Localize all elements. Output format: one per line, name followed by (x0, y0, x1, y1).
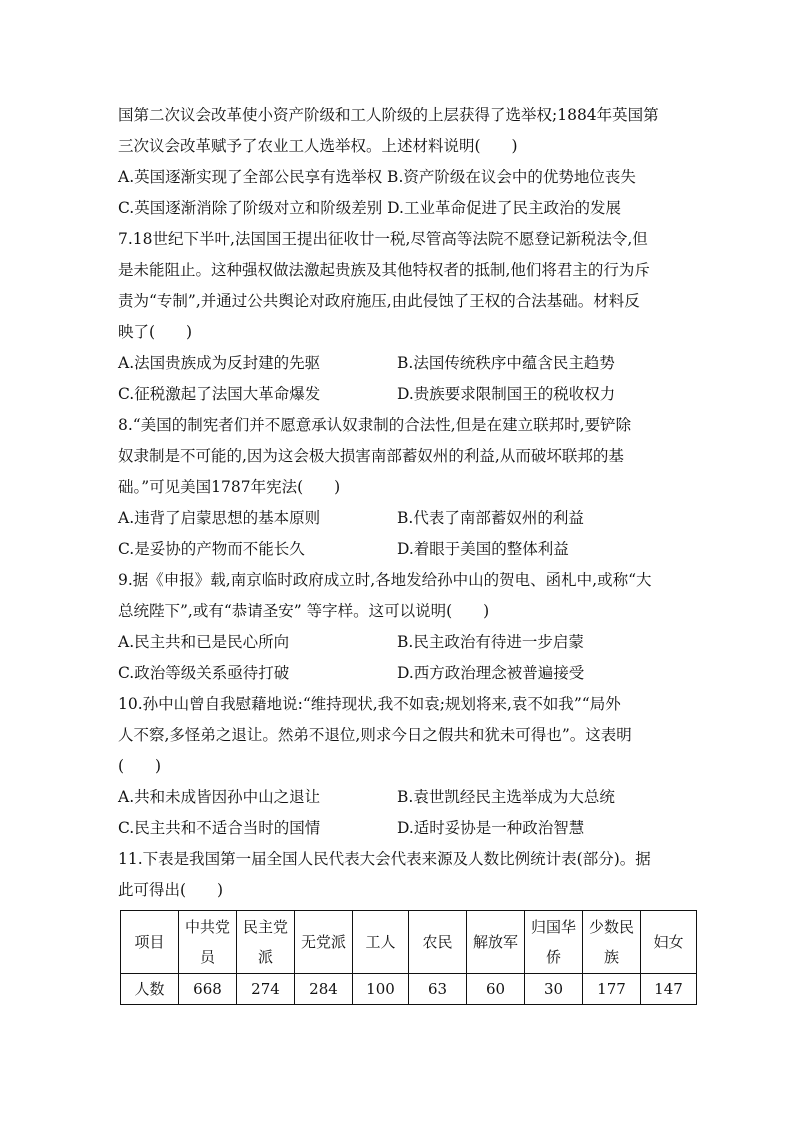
question-text-line: 是未能阻止。这种强权做法激起贵族及其他特权者的抵制,他们将君主的行为斥 (118, 261, 650, 279)
option-row (118, 813, 684, 844)
header-cell: 无党派 (295, 911, 353, 974)
table-cell: 30 (525, 974, 583, 1005)
option-d: D.贵族要求限制国王的税收权力 (397, 385, 616, 403)
option-row (118, 627, 684, 658)
header-cell: 妇女 (641, 911, 697, 974)
question-text-line: 人不察,多怪弟之退让。然弟不退位,则求今日之假共和犹未可得也”。这表明 (118, 726, 632, 744)
option-c: C.民主共和不适合当时的国情 (118, 819, 321, 837)
question-text-line: 责为“专制”,并通过公共舆论对政府施压,由此侵蚀了王权的合法基础。材料反 (118, 292, 640, 310)
table-cell: 100 (353, 974, 409, 1005)
option-line-ab: A.英国逐渐实现了全部公民享有选举权 B.资产阶级在议会中的优势地位丧失 (118, 168, 636, 186)
option-a: A.民主共和已是民心所向 (118, 633, 290, 651)
question-text-line: 奴隶制是不可能的,因为这会极大损害南部蓄奴州的利益,从而破坏联邦的基 (118, 447, 624, 465)
option-row (118, 503, 684, 534)
table-cell: 147 (641, 974, 697, 1005)
table-cell: 668 (179, 974, 237, 1005)
option-b: B.袁世凯经民主选举成为大总统 (397, 788, 615, 806)
question-text-line: 础。”可见美国1787年宪法( ) (118, 478, 341, 496)
header-cell: 民主党 派 (237, 911, 295, 974)
delegate-statistics-table (120, 910, 697, 1005)
table-row (121, 974, 697, 1005)
question-10 (118, 689, 684, 844)
table-cell: 177 (583, 974, 641, 1005)
question-7 (118, 224, 684, 410)
option-a: A.违背了启蒙思想的基本原则 (118, 509, 321, 527)
header-cell: 工人 (353, 911, 409, 974)
option-row (118, 782, 684, 813)
option-row (118, 534, 684, 565)
table-header-row (121, 911, 697, 974)
header-cell: 归国华 侨 (525, 911, 583, 974)
question-text-line: ( ) (118, 757, 162, 775)
option-c: C.政治等级关系亟待打破 (118, 664, 290, 682)
question-text-line: 11.下表是我国第一届全国人民代表大会代表来源及人数比例统计表(部分)。据 (118, 850, 651, 868)
option-a: A.共和未成皆因孙中山之退让 (118, 788, 321, 806)
question-text-line: 10.孙中山曾自我慰藉地说:“维持现状,我不如袁;规划将来,袁不如我”“局外 (118, 695, 621, 713)
header-cell: 中共党 员 (179, 911, 237, 974)
option-row (118, 348, 684, 379)
table-cell: 284 (295, 974, 353, 1005)
question-text-line: 映了( ) (118, 323, 193, 341)
option-row (118, 379, 684, 410)
question-text-line: 9.据《申报》载,南京临时政府成立时,各地发给孙中山的贺电、函札中,或称“大 (118, 571, 652, 589)
option-a: A.法国贵族成为反封建的先驱 (118, 354, 321, 372)
option-line-cd: C.英国逐渐消除了阶级对立和阶级差别 D.工业革命促进了民主政治的发展 (118, 199, 621, 217)
option-c: C.是妥协的产物而不能长久 (118, 540, 305, 558)
option-c: C.征税激起了法国大革命爆发 (118, 385, 321, 403)
option-b: B.民主政治有待进一步启蒙 (397, 633, 584, 651)
question-text-line: 国第二次议会改革使小资产阶级和工人阶级的上层获得了选举权;1884年英国第 (118, 106, 659, 124)
question-text-line: 8.“美国的制宪者们并不愿意承认奴隶制的合法性,但是在建立联邦时,要铲除 (118, 416, 632, 434)
question-11 (118, 844, 684, 1005)
table-cell: 274 (237, 974, 295, 1005)
option-row (118, 658, 684, 689)
question-text-line: 总统陛下”,或有“恭请圣安” 等字样。这可以说明( ) (118, 602, 490, 620)
table-cell: 63 (409, 974, 467, 1005)
option-b: B.法国传统秩序中蕴含民主趋势 (397, 354, 615, 372)
header-cell: 项目 (121, 911, 179, 974)
question-text-line: 7.18世纪下半叶,法国国王提出征收廿一税,尽管高等法院不愿登记新税法令,但 (118, 230, 648, 248)
question-text-line: 此可得出( ) (118, 881, 224, 899)
option-b: B.代表了南部蓄奴州的利益 (397, 509, 584, 527)
table-cell: 60 (467, 974, 525, 1005)
question-text-line: 三次议会改革赋予了农业工人选举权。上述材料说明( ) (118, 137, 518, 155)
question-8 (118, 410, 684, 565)
exam-page (118, 100, 684, 1005)
header-cell: 少数民 族 (583, 911, 641, 974)
table-cell: 人数 (121, 974, 179, 1005)
option-d: D.适时妥协是一种政治智慧 (397, 819, 585, 837)
option-d: D.西方政治理念被普遍接受 (397, 664, 585, 682)
header-cell: 解放军 (467, 911, 525, 974)
question-6-continued (118, 100, 684, 224)
option-d: D.着眼于美国的整体利益 (397, 540, 569, 558)
header-cell: 农民 (409, 911, 467, 974)
question-9 (118, 565, 684, 689)
